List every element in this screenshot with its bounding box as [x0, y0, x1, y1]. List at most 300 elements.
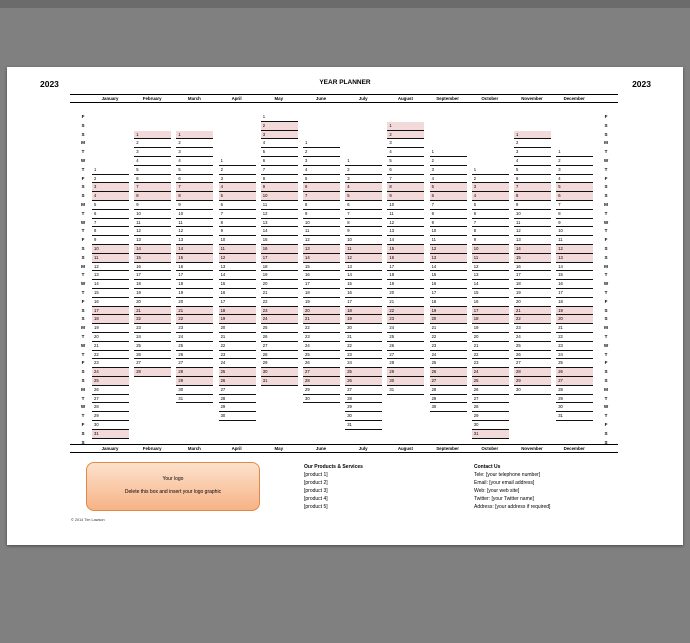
day-cell[interactable]: 1 [219, 157, 256, 166]
day-cell[interactable]: 29 [219, 403, 256, 412]
day-cell[interactable]: 6 [303, 183, 340, 192]
day-cell[interactable]: 4 [556, 175, 593, 184]
day-cell[interactable]: 24 [176, 333, 213, 342]
day-cell[interactable]: 21 [303, 315, 340, 324]
day-cell[interactable]: 22 [472, 351, 509, 360]
day-cell[interactable]: 4 [514, 157, 551, 166]
day-cell[interactable]: 25 [345, 368, 382, 377]
day-cell[interactable]: 21 [219, 333, 256, 342]
day-cell[interactable]: 14 [134, 245, 171, 254]
day-cell[interactable]: 13 [134, 236, 171, 245]
day-cell[interactable]: 27 [387, 351, 424, 360]
day-cell[interactable]: 10 [134, 210, 171, 219]
day-cell[interactable]: 31 [472, 430, 509, 439]
day-cell[interactable]: 23 [261, 307, 298, 316]
day-cell[interactable]: 11 [303, 227, 340, 236]
day-cell[interactable]: 6 [387, 166, 424, 175]
day-cell[interactable]: 14 [219, 271, 256, 280]
day-cell[interactable]: 26 [219, 377, 256, 386]
day-cell[interactable]: 10 [430, 227, 467, 236]
day-cell[interactable]: 9 [514, 201, 551, 210]
day-cell[interactable]: 12 [176, 227, 213, 236]
day-cell[interactable]: 23 [430, 342, 467, 351]
day-cell[interactable]: 21 [176, 307, 213, 316]
day-cell[interactable]: 7 [514, 183, 551, 192]
day-cell[interactable]: 15 [472, 289, 509, 298]
day-cell[interactable]: 19 [387, 280, 424, 289]
day-cell[interactable]: 10 [472, 245, 509, 254]
day-cell[interactable]: 12 [556, 245, 593, 254]
day-cell[interactable]: 20 [556, 315, 593, 324]
day-cell[interactable]: 18 [303, 289, 340, 298]
day-cell[interactable]: 21 [134, 307, 171, 316]
day-cell[interactable]: 26 [261, 333, 298, 342]
day-cell[interactable]: 3 [387, 139, 424, 148]
day-cell[interactable]: 2 [556, 157, 593, 166]
day-cell[interactable]: 20 [219, 324, 256, 333]
day-cell[interactable]: 13 [261, 219, 298, 228]
day-cell[interactable]: 8 [219, 219, 256, 228]
day-cell[interactable]: 22 [92, 351, 129, 360]
day-cell[interactable]: 24 [387, 324, 424, 333]
day-cell[interactable]: 30 [92, 421, 129, 430]
day-cell[interactable]: 14 [176, 245, 213, 254]
day-cell[interactable]: 31 [345, 421, 382, 430]
day-cell[interactable]: 15 [345, 280, 382, 289]
day-cell[interactable]: 6 [176, 175, 213, 184]
day-cell[interactable]: 7 [92, 219, 129, 228]
day-cell[interactable]: 25 [472, 377, 509, 386]
day-cell[interactable]: 1 [556, 148, 593, 157]
day-cell[interactable]: 28 [261, 351, 298, 360]
day-cell[interactable]: 29 [176, 377, 213, 386]
day-cell[interactable]: 21 [472, 342, 509, 351]
day-cell[interactable]: 12 [134, 227, 171, 236]
day-cell[interactable]: 25 [176, 342, 213, 351]
day-cell[interactable]: 15 [134, 254, 171, 263]
day-cell[interactable]: 7 [345, 210, 382, 219]
day-cell[interactable]: 7 [303, 192, 340, 201]
day-cell[interactable]: 2 [472, 175, 509, 184]
day-cell[interactable]: 11 [472, 254, 509, 263]
day-cell[interactable]: 14 [303, 254, 340, 263]
day-cell[interactable]: 5 [430, 183, 467, 192]
day-cell[interactable]: 7 [176, 183, 213, 192]
day-cell[interactable]: 2 [345, 166, 382, 175]
day-cell[interactable]: 5 [514, 166, 551, 175]
day-cell[interactable]: 16 [134, 263, 171, 272]
day-cell[interactable]: 14 [261, 227, 298, 236]
day-cell[interactable]: 6 [556, 192, 593, 201]
day-cell[interactable]: 27 [430, 377, 467, 386]
day-cell[interactable]: 9 [176, 201, 213, 210]
day-cell[interactable]: 27 [514, 359, 551, 368]
day-cell[interactable]: 12 [430, 245, 467, 254]
day-cell[interactable]: 25 [387, 333, 424, 342]
day-cell[interactable]: 5 [387, 157, 424, 166]
day-cell[interactable]: 16 [430, 280, 467, 289]
day-cell[interactable]: 15 [261, 236, 298, 245]
day-cell[interactable]: 23 [219, 351, 256, 360]
day-cell[interactable]: 3 [556, 166, 593, 175]
day-cell[interactable]: 2 [387, 131, 424, 140]
day-cell[interactable]: 31 [387, 386, 424, 395]
day-cell[interactable]: 28 [219, 395, 256, 404]
day-cell[interactable]: 16 [261, 245, 298, 254]
day-cell[interactable]: 4 [219, 183, 256, 192]
day-cell[interactable]: 17 [345, 298, 382, 307]
day-cell[interactable]: 31 [556, 412, 593, 421]
day-cell[interactable]: 23 [303, 333, 340, 342]
day-cell[interactable]: 30 [261, 368, 298, 377]
day-cell[interactable]: 18 [387, 271, 424, 280]
day-cell[interactable]: 1 [387, 122, 424, 131]
day-cell[interactable]: 13 [92, 271, 129, 280]
day-cell[interactable]: 30 [556, 403, 593, 412]
day-cell[interactable]: 16 [472, 298, 509, 307]
day-cell[interactable]: 7 [219, 210, 256, 219]
day-cell[interactable]: 7 [430, 201, 467, 210]
day-cell[interactable]: 29 [430, 395, 467, 404]
day-cell[interactable]: 8 [514, 192, 551, 201]
day-cell[interactable]: 19 [219, 315, 256, 324]
day-cell[interactable]: 19 [514, 289, 551, 298]
day-cell[interactable]: 9 [556, 219, 593, 228]
day-cell[interactable]: 13 [219, 263, 256, 272]
day-cell[interactable]: 18 [134, 280, 171, 289]
day-cell[interactable]: 22 [345, 342, 382, 351]
day-cell[interactable]: 2 [219, 166, 256, 175]
day-cell[interactable]: 6 [472, 210, 509, 219]
day-cell[interactable]: 15 [430, 271, 467, 280]
day-cell[interactable]: 12 [514, 227, 551, 236]
day-cell[interactable]: 24 [219, 359, 256, 368]
logo-placeholder[interactable] [86, 462, 260, 511]
day-cell[interactable]: 17 [556, 289, 593, 298]
day-cell[interactable]: 21 [556, 324, 593, 333]
day-cell[interactable]: 20 [303, 307, 340, 316]
day-cell[interactable]: 12 [472, 263, 509, 272]
day-cell[interactable]: 18 [556, 298, 593, 307]
day-cell[interactable]: 9 [430, 219, 467, 228]
day-cell[interactable]: 30 [219, 412, 256, 421]
day-cell[interactable]: 3 [303, 157, 340, 166]
day-cell[interactable]: 20 [134, 298, 171, 307]
day-cell[interactable]: 6 [92, 210, 129, 219]
day-cell[interactable]: 8 [430, 210, 467, 219]
day-cell[interactable]: 29 [472, 412, 509, 421]
day-cell[interactable]: 15 [92, 289, 129, 298]
day-cell[interactable]: 4 [472, 192, 509, 201]
day-cell[interactable]: 18 [176, 280, 213, 289]
day-cell[interactable]: 13 [514, 236, 551, 245]
day-cell[interactable]: 28 [472, 403, 509, 412]
day-cell[interactable]: 2 [430, 157, 467, 166]
day-cell[interactable]: 22 [219, 342, 256, 351]
day-cell[interactable]: 27 [134, 359, 171, 368]
day-cell[interactable]: 23 [134, 324, 171, 333]
day-cell[interactable]: 3 [472, 183, 509, 192]
day-cell[interactable]: 31 [92, 430, 129, 439]
day-cell[interactable]: 8 [472, 227, 509, 236]
day-cell[interactable]: 1 [134, 131, 171, 140]
day-cell[interactable]: 21 [261, 289, 298, 298]
day-cell[interactable]: 4 [134, 157, 171, 166]
day-cell[interactable]: 9 [92, 236, 129, 245]
day-cell[interactable]: 22 [514, 315, 551, 324]
day-cell[interactable]: 28 [134, 368, 171, 377]
day-cell[interactable]: 26 [472, 386, 509, 395]
day-cell[interactable]: 17 [303, 280, 340, 289]
day-cell[interactable]: 29 [345, 403, 382, 412]
day-cell[interactable]: 10 [345, 236, 382, 245]
day-cell[interactable]: 31 [261, 377, 298, 386]
day-cell[interactable]: 24 [303, 342, 340, 351]
day-cell[interactable]: 18 [92, 315, 129, 324]
day-cell[interactable]: 20 [92, 333, 129, 342]
day-cell[interactable]: 19 [92, 324, 129, 333]
day-cell[interactable]: 17 [92, 307, 129, 316]
day-cell[interactable]: 15 [556, 271, 593, 280]
day-cell[interactable]: 6 [345, 201, 382, 210]
day-cell[interactable]: 28 [176, 368, 213, 377]
day-cell[interactable]: 13 [472, 271, 509, 280]
day-cell[interactable]: 19 [556, 307, 593, 316]
day-cell[interactable]: 26 [345, 377, 382, 386]
day-cell[interactable]: 6 [134, 175, 171, 184]
day-cell[interactable]: 28 [430, 386, 467, 395]
day-cell[interactable]: 23 [92, 359, 129, 368]
day-cell[interactable]: 10 [219, 236, 256, 245]
day-cell[interactable]: 14 [92, 280, 129, 289]
day-cell[interactable]: 25 [92, 377, 129, 386]
day-cell[interactable]: 16 [219, 289, 256, 298]
day-cell[interactable]: 2 [303, 148, 340, 157]
day-cell[interactable]: 29 [92, 412, 129, 421]
day-cell[interactable]: 8 [556, 210, 593, 219]
day-cell[interactable]: 19 [176, 289, 213, 298]
day-cell[interactable]: 5 [472, 201, 509, 210]
day-cell[interactable]: 19 [303, 298, 340, 307]
day-cell[interactable]: 26 [387, 342, 424, 351]
day-cell[interactable]: 28 [303, 377, 340, 386]
day-cell[interactable]: 18 [345, 307, 382, 316]
day-cell[interactable]: 21 [387, 298, 424, 307]
day-cell[interactable]: 20 [430, 315, 467, 324]
day-cell[interactable]: 23 [556, 342, 593, 351]
day-cell[interactable]: 1 [345, 157, 382, 166]
day-cell[interactable]: 26 [303, 359, 340, 368]
day-cell[interactable]: 15 [387, 245, 424, 254]
day-cell[interactable]: 3 [345, 175, 382, 184]
day-cell[interactable]: 19 [345, 315, 382, 324]
day-cell[interactable]: 25 [261, 324, 298, 333]
day-cell[interactable]: 15 [219, 280, 256, 289]
day-cell[interactable]: 21 [430, 324, 467, 333]
day-cell[interactable]: 5 [176, 166, 213, 175]
day-cell[interactable]: 30 [387, 377, 424, 386]
day-cell[interactable]: 26 [514, 351, 551, 360]
day-cell[interactable]: 4 [92, 192, 129, 201]
day-cell[interactable]: 23 [514, 324, 551, 333]
day-cell[interactable]: 10 [556, 227, 593, 236]
day-cell[interactable]: 4 [387, 148, 424, 157]
day-cell[interactable]: 19 [261, 271, 298, 280]
day-cell[interactable]: 22 [430, 333, 467, 342]
day-cell[interactable]: 4 [430, 175, 467, 184]
day-cell[interactable]: 15 [176, 254, 213, 263]
day-cell[interactable]: 30 [176, 386, 213, 395]
day-cell[interactable]: 4 [345, 183, 382, 192]
day-cell[interactable]: 11 [219, 245, 256, 254]
day-cell[interactable]: 9 [219, 227, 256, 236]
day-cell[interactable]: 12 [303, 236, 340, 245]
day-cell[interactable]: 23 [176, 324, 213, 333]
day-cell[interactable]: 2 [176, 139, 213, 148]
day-cell[interactable]: 8 [261, 175, 298, 184]
day-cell[interactable]: 25 [219, 368, 256, 377]
day-cell[interactable]: 26 [176, 351, 213, 360]
day-cell[interactable]: 26 [430, 368, 467, 377]
day-cell[interactable]: 16 [387, 254, 424, 263]
day-cell[interactable]: 30 [472, 421, 509, 430]
day-cell[interactable]: 24 [556, 351, 593, 360]
day-cell[interactable]: 6 [430, 192, 467, 201]
day-cell[interactable]: 17 [219, 298, 256, 307]
day-cell[interactable]: 6 [219, 201, 256, 210]
day-cell[interactable]: 18 [219, 307, 256, 316]
day-cell[interactable]: 28 [514, 368, 551, 377]
day-cell[interactable]: 4 [176, 157, 213, 166]
day-cell[interactable]: 11 [430, 236, 467, 245]
day-cell[interactable]: 22 [387, 307, 424, 316]
day-cell[interactable]: 19 [430, 307, 467, 316]
day-cell[interactable]: 15 [514, 254, 551, 263]
day-cell[interactable]: 4 [261, 139, 298, 148]
day-cell[interactable]: 24 [345, 359, 382, 368]
day-cell[interactable]: 1 [430, 148, 467, 157]
day-cell[interactable]: 9 [303, 210, 340, 219]
day-cell[interactable]: 16 [514, 263, 551, 272]
day-cell[interactable]: 24 [134, 333, 171, 342]
day-cell[interactable]: 20 [345, 324, 382, 333]
day-cell[interactable]: 17 [472, 307, 509, 316]
day-cell[interactable]: 3 [514, 148, 551, 157]
day-cell[interactable]: 17 [261, 254, 298, 263]
day-cell[interactable]: 1 [92, 166, 129, 175]
day-cell[interactable]: 8 [345, 219, 382, 228]
day-cell[interactable]: 24 [430, 351, 467, 360]
day-cell[interactable]: 18 [514, 280, 551, 289]
day-cell[interactable]: 10 [261, 192, 298, 201]
day-cell[interactable]: 31 [176, 395, 213, 404]
day-cell[interactable]: 11 [261, 201, 298, 210]
day-cell[interactable]: 16 [303, 271, 340, 280]
day-cell[interactable]: 16 [92, 298, 129, 307]
day-cell[interactable]: 27 [556, 377, 593, 386]
day-cell[interactable]: 5 [345, 192, 382, 201]
day-cell[interactable]: 3 [430, 166, 467, 175]
day-cell[interactable]: 9 [261, 183, 298, 192]
day-cell[interactable]: 12 [261, 210, 298, 219]
day-cell[interactable]: 26 [556, 368, 593, 377]
day-cell[interactable]: 14 [345, 271, 382, 280]
day-cell[interactable]: 24 [92, 368, 129, 377]
day-cell[interactable]: 12 [219, 254, 256, 263]
day-cell[interactable]: 19 [472, 324, 509, 333]
day-cell[interactable]: 30 [430, 403, 467, 412]
day-cell[interactable]: 17 [176, 271, 213, 280]
day-cell[interactable]: 20 [514, 298, 551, 307]
day-cell[interactable]: 25 [134, 342, 171, 351]
day-cell[interactable]: 11 [556, 236, 593, 245]
day-cell[interactable]: 21 [345, 333, 382, 342]
day-cell[interactable]: 5 [134, 166, 171, 175]
day-cell[interactable]: 29 [261, 359, 298, 368]
day-cell[interactable]: 21 [514, 307, 551, 316]
day-cell[interactable]: 1 [514, 131, 551, 140]
day-cell[interactable]: 27 [92, 395, 129, 404]
day-cell[interactable]: 8 [387, 183, 424, 192]
day-cell[interactable]: 17 [430, 289, 467, 298]
day-cell[interactable]: 25 [556, 359, 593, 368]
day-cell[interactable]: 12 [387, 219, 424, 228]
day-cell[interactable]: 3 [219, 175, 256, 184]
day-cell[interactable]: 17 [134, 271, 171, 280]
day-cell[interactable]: 25 [303, 351, 340, 360]
day-cell[interactable]: 14 [472, 280, 509, 289]
day-cell[interactable]: 13 [303, 245, 340, 254]
day-cell[interactable]: 24 [261, 315, 298, 324]
day-cell[interactable]: 29 [556, 395, 593, 404]
day-cell[interactable]: 18 [430, 298, 467, 307]
day-cell[interactable]: 11 [387, 210, 424, 219]
day-cell[interactable]: 10 [303, 219, 340, 228]
day-cell[interactable]: 14 [556, 263, 593, 272]
day-cell[interactable]: 11 [134, 219, 171, 228]
day-cell[interactable]: 27 [261, 342, 298, 351]
day-cell[interactable]: 12 [92, 263, 129, 272]
day-cell[interactable]: 18 [261, 263, 298, 272]
day-cell[interactable]: 16 [556, 280, 593, 289]
day-cell[interactable]: 23 [387, 315, 424, 324]
day-cell[interactable]: 15 [303, 263, 340, 272]
day-cell[interactable]: 11 [514, 219, 551, 228]
day-cell[interactable]: 26 [92, 386, 129, 395]
day-cell[interactable]: 28 [556, 386, 593, 395]
day-cell[interactable]: 1 [261, 113, 298, 122]
day-cell[interactable]: 3 [261, 131, 298, 140]
day-cell[interactable]: 22 [303, 324, 340, 333]
day-cell[interactable]: 22 [176, 315, 213, 324]
day-cell[interactable]: 4 [303, 166, 340, 175]
day-cell[interactable]: 17 [514, 271, 551, 280]
day-cell[interactable]: 20 [261, 280, 298, 289]
day-cell[interactable]: 27 [345, 386, 382, 395]
day-cell[interactable]: 22 [556, 333, 593, 342]
day-cell[interactable]: 1 [472, 166, 509, 175]
day-cell[interactable]: 22 [134, 315, 171, 324]
day-cell[interactable]: 28 [92, 403, 129, 412]
day-cell[interactable]: 11 [345, 245, 382, 254]
day-cell[interactable]: 10 [176, 210, 213, 219]
day-cell[interactable]: 13 [345, 263, 382, 272]
day-cell[interactable]: 7 [387, 175, 424, 184]
day-cell[interactable]: 23 [345, 351, 382, 360]
day-cell[interactable]: 14 [430, 263, 467, 272]
day-cell[interactable]: 6 [514, 175, 551, 184]
day-cell[interactable]: 2 [261, 122, 298, 131]
